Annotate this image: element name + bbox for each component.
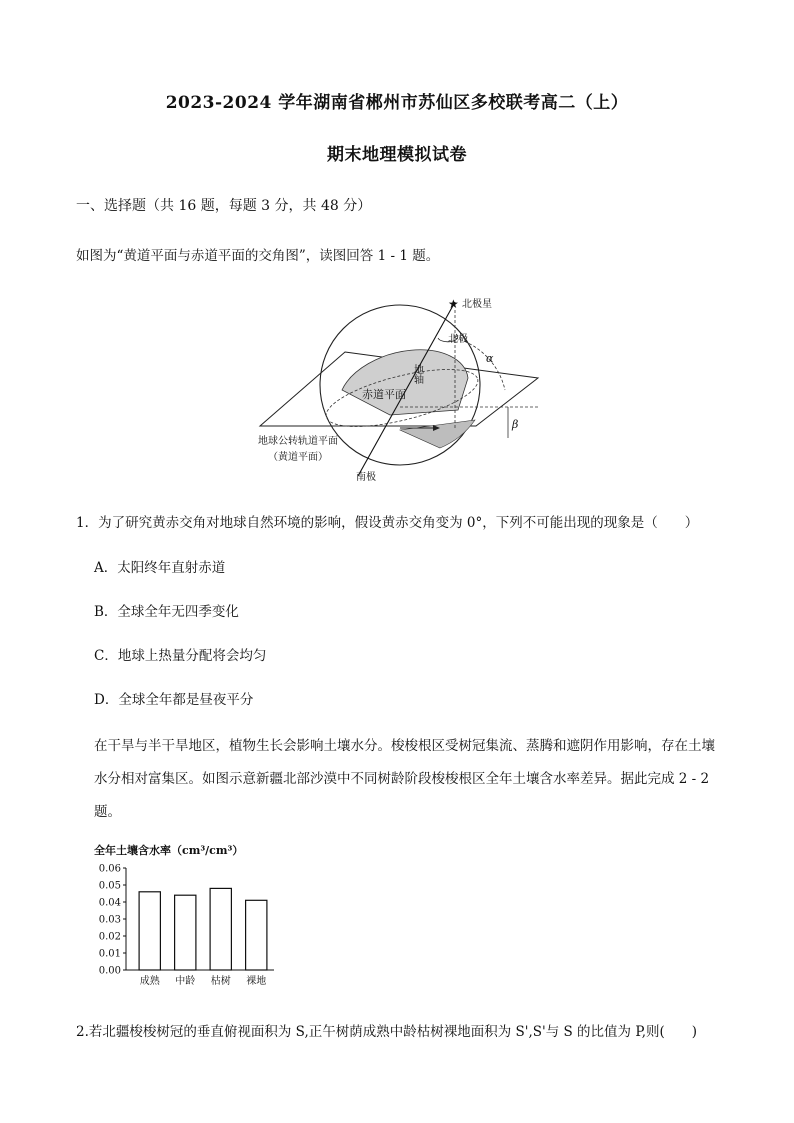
q1-option-b: B．全球全年无四季变化 bbox=[94, 604, 239, 620]
chart-x-labels bbox=[140, 974, 267, 987]
x-category-label: 成熟 bbox=[139, 976, 160, 987]
label-south-pole: 南极 bbox=[356, 472, 376, 483]
section-heading: 一、选择题（共 16 题，每题 3 分，共 48 分） bbox=[76, 198, 372, 214]
title-line-2: 期末地理模拟试卷 bbox=[327, 145, 467, 165]
star-icon: ★ bbox=[448, 297, 459, 311]
label-earth-axis: 地轴 bbox=[411, 364, 423, 384]
label-orbit-plane-1: 地球公转轨道平面 bbox=[258, 436, 338, 447]
q1-option-a: A．太阳终年直射赤道 bbox=[94, 560, 226, 576]
y-tick-label: 0.02 bbox=[98, 931, 121, 943]
y-tick-label: 0.05 bbox=[98, 880, 121, 892]
label-north-pole: 北极 bbox=[448, 334, 468, 345]
bar-2 bbox=[210, 888, 231, 970]
y-tick-label: 0.06 bbox=[98, 863, 121, 875]
soil-moisture-chart bbox=[82, 840, 282, 1000]
y-tick-label: 0.01 bbox=[98, 948, 121, 960]
label-orbit-plane-2: （黄道平面） bbox=[268, 452, 328, 463]
y-tick-label: 0.04 bbox=[98, 897, 121, 909]
bar-1 bbox=[175, 895, 196, 970]
ecliptic-equator-diagram bbox=[250, 290, 550, 486]
y-tick-label: 0.03 bbox=[98, 914, 121, 926]
y-tick-label: 0.00 bbox=[98, 965, 121, 977]
question-1-stem: 1．为了研究黄赤交角对地球自然环境的影响，假设黄赤交角变为 0°，下列不可能出现的现象是（ ） bbox=[76, 515, 699, 531]
q1-option-d: D．全球全年都是昼夜平分 bbox=[94, 692, 254, 708]
label-north-star: 北极星 bbox=[462, 299, 492, 310]
title-line-1: 2023-2024 学年湖南省郴州市苏仙区多校联考高二（上） bbox=[165, 93, 629, 113]
label-alpha: α bbox=[486, 352, 494, 365]
chart-bars bbox=[139, 888, 267, 970]
intro-question-2: 在干旱与半干旱地区，植物生长会影响土壤水分。梭梭根区受树冠集流、蒸腾和遮阴作用影响，存在土壤水分相对富集区。如图示意新疆北部沙漠中不同树龄阶段梭梭根区全年土壤含水率差异。据此完成 2 - 2 题。 bbox=[94, 738, 715, 820]
x-category-label: 中龄 bbox=[175, 976, 196, 987]
chart-y-ticks bbox=[99, 864, 126, 977]
question-2-stem: 2.若北疆梭梭树冠的垂直俯视面积为 S,正午树荫成熟中龄枯树裸地面积为 S',S'与 S 的比值为 P,则( ) bbox=[76, 1024, 698, 1040]
x-category-label: 枯树 bbox=[210, 976, 231, 987]
bar-0 bbox=[139, 892, 160, 970]
x-category-label: 裸地 bbox=[246, 976, 267, 987]
label-beta: β bbox=[512, 418, 519, 431]
bar-3 bbox=[246, 900, 267, 970]
label-equator-plane: 赤道平面 bbox=[362, 388, 406, 401]
q1-option-c: C．地球上热量分配将会均匀 bbox=[94, 648, 267, 664]
intro-question-1: 如图为“黄道平面与赤道平面的交角图”，读图回答 1 - 1 题。 bbox=[76, 248, 440, 264]
chart-title: 全年土壤含水率（cm³/cm³） bbox=[94, 844, 244, 857]
